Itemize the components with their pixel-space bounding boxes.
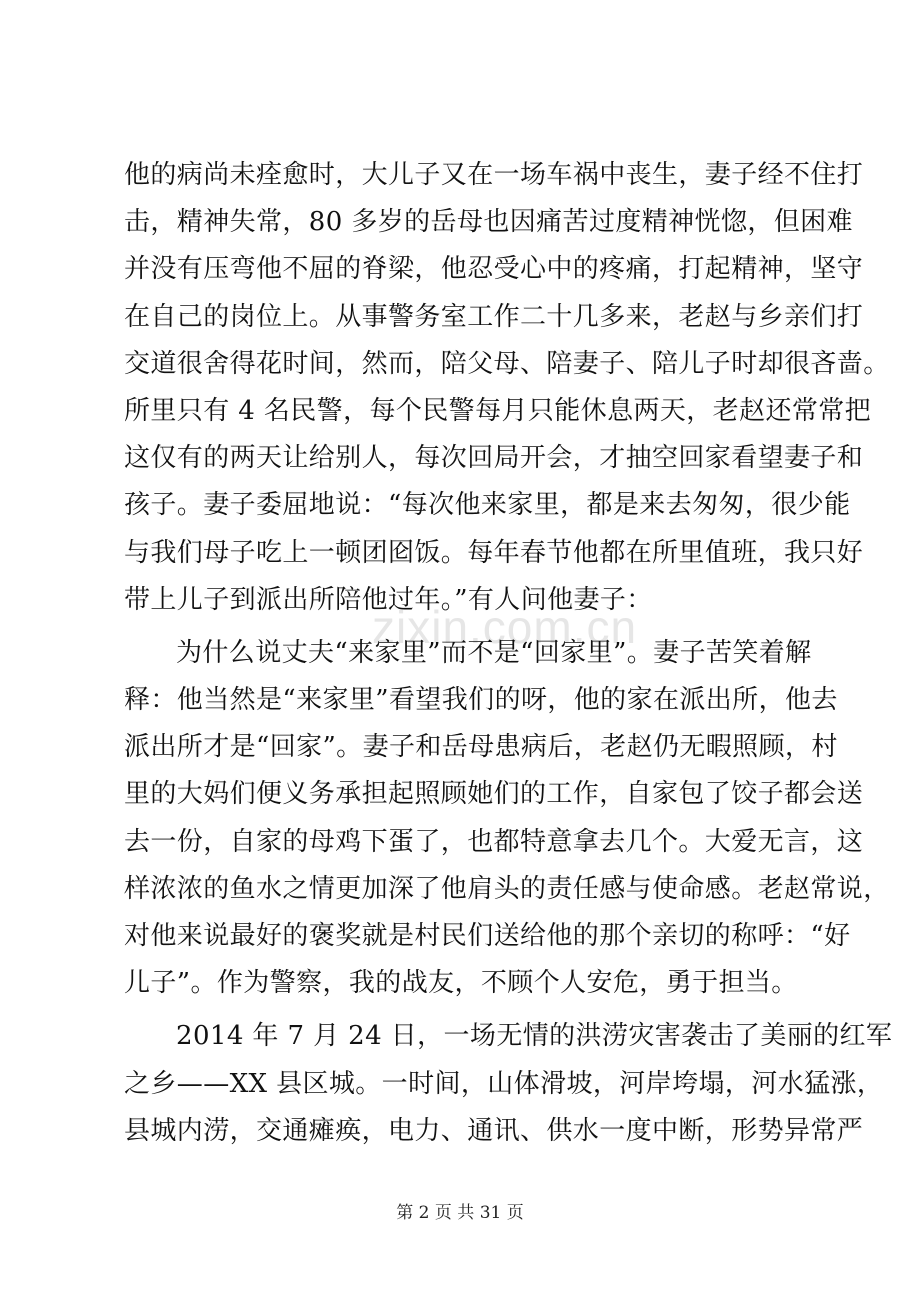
watermark: zixin.com.cn (372, 601, 638, 653)
text-line: 交道很舍得花时间，然而，陪父母、陪妻子、陪儿子时却很吝啬。 (124, 348, 890, 379)
text-line: 派出所才是“回家”。妻子和岳母患病后，老赵仍无暇照顾，村 (124, 732, 838, 763)
text-line: 释：他当然是“来家里”看望我们的呀，他的家在派出所，他去 (124, 685, 838, 716)
text-line: 在自己的岗位上。从事警务室工作二十几多来，老赵与乡亲们打 (124, 301, 864, 332)
text-line: 2014 年 7 月 24 日，一场无情的洪涝灾害袭击了美丽的红军 (176, 1021, 893, 1052)
page-footer: 第 2 页 共 31 页 (396, 1203, 524, 1223)
text-line: 带上儿子到派出所陪他过年。”有人问他妻子： (124, 584, 653, 615)
text-line: 里的大妈们便义务承担起照顾她们的工作，自家包了饺子都会送 (124, 779, 864, 810)
paragraph-3 (124, 1013, 893, 1155)
text-line: 这仅有的两天让给别人，每次回局开会，才抽空回家看望妻子和 (124, 443, 864, 474)
text-line: 孩子。妻子委屈地说：“每次他来家里，都是来去匆匆，很少能 (124, 490, 851, 521)
text-line: 并没有压弯他不屈的脊梁，他忍受心中的疼痛，打起精神，坚守 (124, 254, 864, 285)
text-line: 之乡——XX 县区城。一时间，山体滑坡，河岸垮塌，河水猛涨， (124, 1068, 884, 1099)
text-line: 所里只有 4 名民警，每个民警每月只能休息两天，老赵还常常把 (124, 395, 872, 426)
text-line: 去一份，自家的母鸡下蛋了，也都特意拿去几个。大爱无言，这 (124, 826, 864, 857)
text-line: 样浓浓的鱼水之情更加深了他肩头的责任感与使命感。老赵常说， (124, 873, 890, 904)
text-line: 他的病尚未痊愈时，大儿子又在一场车祸中丧生，妻子经不住打 (124, 160, 864, 190)
text-line: 击，精神失常，80 多岁的岳母也因痛苦过度精神恍惚，但困难 (124, 207, 853, 238)
text-line: 儿子”。作为警察，我的战友，不顾个人安危，勇于担当。 (124, 968, 798, 999)
document-body (124, 152, 893, 1155)
text-line: 为什么说丈夫“来家里”而不是“回家里”。妻子苦笑着解 (176, 637, 812, 668)
text-line: 与我们母子吃上一顿团囵饭。每年春节他都在所里值班，我只好 (124, 537, 864, 568)
paragraph-2 (124, 630, 890, 1008)
text-line: 对他来说最好的褒奖就是村民们送给他的那个亲切的称呼：“好 (124, 921, 851, 951)
paragraph-1 (124, 152, 890, 624)
text-line: 县城内涝，交通瘫痪，电力、通讯、供水一度中断，形势异常严 (124, 1115, 864, 1146)
